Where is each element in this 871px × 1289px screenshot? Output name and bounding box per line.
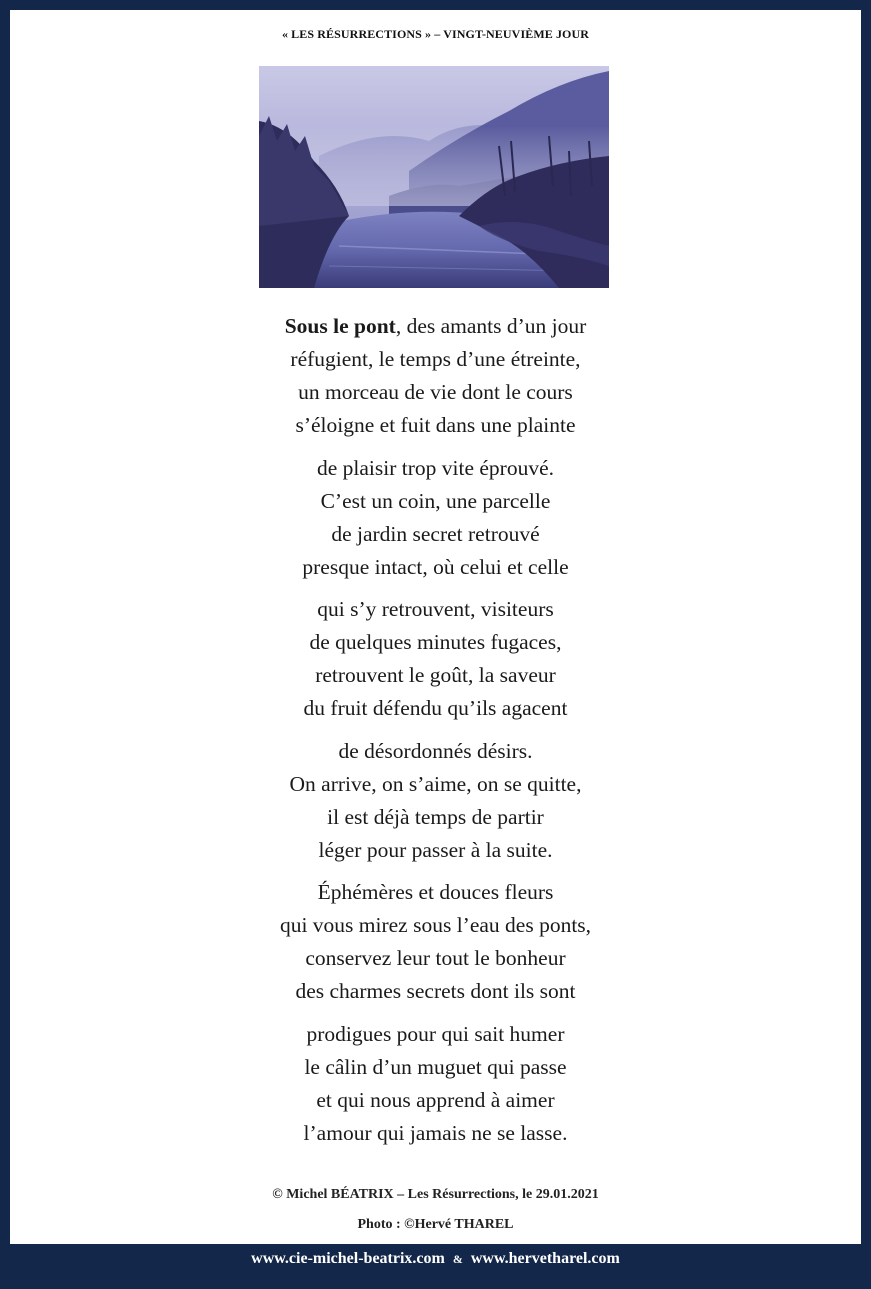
photo-credit: Photo : ©Hervé THAREL [357, 1217, 514, 1232]
poem-line: On arrive, on s’aime, on se quitte, [289, 771, 582, 796]
stanza [10, 310, 861, 442]
poem-line [10, 310, 861, 343]
poem-line: des charmes secrets dont ils sont [295, 979, 576, 1003]
poem-line: réfugient, le temps d’une étreinte, [290, 347, 581, 371]
stanza [10, 593, 861, 725]
poem-line: l’amour qui jamais ne se lasse. [303, 1120, 568, 1145]
poem-title-words: Sous le pont [284, 314, 396, 338]
poem-line: du fruit défendu qu’ils agacent [303, 696, 568, 720]
website-link-tharel[interactable]: www.hervetharel.com [470, 1250, 620, 1267]
poem-line-text: , des amants d’un jour [395, 314, 587, 338]
poem-line: de désordonnés désirs. [338, 738, 533, 763]
footer-links [0, 1250, 871, 1268]
poem-line: de jardin secret retrouvé [331, 521, 540, 546]
stanza [10, 1018, 861, 1150]
poem-line: le câlin d’un muguet qui passe [304, 1054, 567, 1079]
stanza [10, 876, 861, 1008]
poem-line: léger pour passer à la suite. [318, 837, 553, 862]
poem-line: qui vous mirez sous l’eau des ponts, [279, 913, 592, 937]
poem-line: de plaisir trop vite éprouvé. [316, 455, 555, 480]
page-card [10, 10, 861, 1244]
poem-line: un morceau de vie dont le cours [298, 380, 573, 404]
page-header: « LES RÉSURRECTIONS » – VINGT-NEUVIÈME JOUR [281, 27, 590, 41]
poem-line: presque intact, où celui et celle [302, 554, 569, 579]
poem-line: s’éloigne et fuit dans une plainte [295, 413, 576, 437]
poem-line: C’est un coin, une parcelle [320, 488, 551, 513]
stanza [10, 452, 861, 584]
poem [10, 310, 861, 1159]
poem-line: qui s’y retrouvent, visiteurs [317, 597, 554, 621]
stanza [10, 735, 861, 867]
link-separator: & [452, 1252, 463, 1266]
poem-line: et qui nous apprend à aimer [316, 1087, 555, 1112]
river-photo [259, 66, 609, 288]
poem-line: il est déjà temps de partir [327, 804, 544, 829]
poem-line: de quelques minutes fugaces, [309, 630, 562, 654]
website-link-cie[interactable]: www.cie-michel-beatrix.com [251, 1250, 445, 1267]
poem-line: prodigues pour qui sait humer [306, 1021, 565, 1046]
poem-line: conservez leur tout le bonheur [305, 946, 566, 970]
poem-line: Éphémères et douces fleurs [317, 880, 554, 904]
poem-line: retrouvent le goût, la saveur [315, 663, 556, 687]
copyright-credit: © Michel BÉATRIX – Les Résurrections, le 29.01.2021 [272, 1187, 599, 1202]
